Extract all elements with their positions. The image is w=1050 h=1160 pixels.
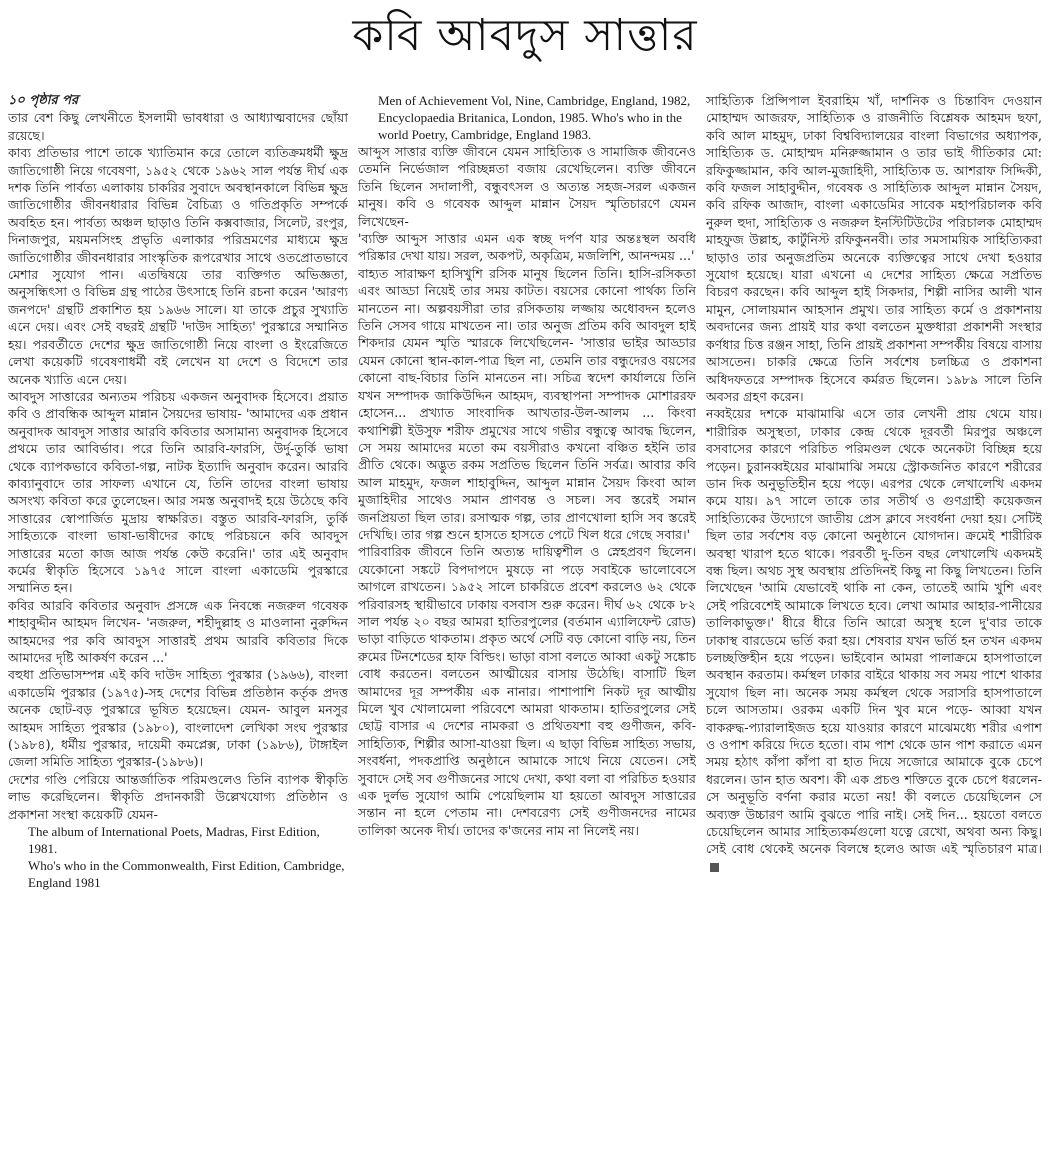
paragraph: বহুধা প্রতিভাসম্পন্ন এই কবি দাউদ সাহিত্য পুরস্কার (১৯৬৬), বাংলা একাডেমি পুরস্কার (১৯৭৫)-সহ দেশের বিভিন্ন প্রতিষ্ঠান কর্তৃক প্রদত্ত অনেক ছোট-বড় পুরস্কারে ভূষিত হয়েছেন। যেমন- আবুল মনসুর আহমদ সাহিত্য পুরস্কার (১৯৮০), বাংলাদেশ লেখিকা সংঘ পুরস্কার (১৯৮৪), ধর্মীয় পুরস্কার, দায়েমী কমপ্লেক্স, ঢাকা (১৯৮৬), টাঙ্গাইল জেলা সমিতি সাহিত্য পুরস্কার-(১৯৮৬)। — [8, 667, 348, 770]
paragraph: দেশের গণ্ডি পেরিয়ে আন্তর্জাতিক পরিমণ্ডলেও তিনি ব্যাপক স্বীকৃতি লাভ করেছিলেন। স্বীকৃতি প্রদানকারী উল্লেখযোগ্য প্রতিষ্ঠান ও প্রকাশনা সংস্থা কয়েকটি যেমন- — [8, 771, 348, 822]
paragraph — [706, 405, 1042, 875]
reference-item: Men of Achievement Vol, Nine, Cambridge, England, 1982, — [378, 93, 691, 108]
article-column-1 — [8, 92, 348, 1152]
paragraph: তার বেশ কিছু লেখনীতে ইসলামী ভাবধারা ও আধ্যাত্মবাদের ছোঁয়া রয়েছে। — [8, 110, 348, 143]
reference-item: The album of International Poets, Madras, First Edition, 1981. — [28, 824, 320, 857]
reference-item: Who's who in the Commonwealth, First Edition, Cambridge, England 1981 — [28, 858, 345, 891]
paragraph: বাহ্যত সারাক্ষণ হাসিখুশি রসিক মানুষ ছিলেন তিনি। হাসি-রসিকতা এবং আড্ডা নিয়েই তার সময় কাটত। বয়সের কোনো পার্থক্য তিনি মানতেন না। অল্পবয়সীরা তার রসিকতায় লজ্জায় অধোবদন হলেও তিনি সেসব গায়ে মাখতেন না। তার অনুজ প্রতিম কবি আবদুল হাই শিকদার যেমন স্মৃতি স্মারকে লিখেছিলেন- 'সাত্তার ভাইর আড্ডার যেমন কোনো স্থান-কাল-পাত্র ছিল না, তেমনি তার বন্ধুদেরও বয়সের কোনো বাছ-বিচার তিনি মানতেন না। সচিত্র স্বদেশ কার্যালয়ে তিনি যখন সম্পাদক জাকিউদ্দিন আহমদ, ব্যবস্থাপনা সম্পাদক মোশাররফ হোসেন... প্রখ্যাত সাংবাদিক আখতার-উল-আলম ... কিংবা কথাশিল্পী ইউসুফ শরীফ প্রমুখের সাথে গভীর বন্ধুত্বে আবদ্ধ ছিলেন, সে সময় আমাদের মতো কম বয়সীরাও কখনো বঞ্চিত হইনি তার প্রীতি থেকে। অদ্ভুত রকম সপ্রতিভ ছিলেন তিনি সর্বত্র। আবার কবি আল মাহমুদ, ফজল শাহাবুদ্দিন, আব্দুল মান্নান সৈয়দ কিংবা আল মুজাহিদীর সাথেও সমান প্রাণবন্ত ও সচল। সব স্তরেই সমান জনপ্রিয়তা ছিল তার। রসাত্মক গল্প, তার প্রাণখোলা হাসি সব স্তরেই দেখিছি। তার গল্প শুনে হাসতে হাসতে পেটে খিল ধরে গেছে সবার।' — [358, 265, 696, 542]
paragraph: কবির আরবি কবিতার অনুবাদ প্রসঙ্গে এক নিবন্ধে নজরুল গবেষক শাহাবুদ্দীন আহমদ লিখেন- 'নজরুল, শহীদুল্লাহ ও মাওলানা নুরুদ্দিন আহমদের পর কবি আবদুস সাত্তারই প্রথম আরবি কবিতার দিকে আমাদের দৃষ্টি আকর্ষণ করেন ...' — [8, 597, 348, 665]
quote-paragraph: 'ব্যক্তি আব্দুস সাত্তার এমন এক স্বচ্ছ দর্পণ যার অন্তঃস্থল অবধি পরিষ্কার দেখা যায়। সরল, অকপট, অকৃত্রিম, মজলিশি, আনন্দময় ...' — [358, 231, 696, 264]
end-of-article-icon — [710, 863, 719, 872]
article-headline: কবি আবদুস সাত্তার — [352, 10, 698, 61]
article-column-2 — [358, 92, 696, 1152]
continued-from-label: ১০ পৃষ্ঠার পর — [8, 93, 79, 108]
paragraph: সাহিত্যিক প্রিন্সিপাল ইবরাহিম খাঁ, দার্শনিক ও চিন্তাবিদ দেওয়ান মোহাম্মদ আজরফ, সাহিত্যিক ও রাজনীতি বিশ্লেষক আহমদ ছফা, কবি আল মাহমুদ, ঢাকা বিশ্ববিদ্যালয়ের বাংলা বিভাগের অধ্যাপক, সাহিত্যিক ড. মোহাম্মদ মনিরুজ্জামান ও তার ভাই গীতিকার মো: রফিকুজ্জামান, কবি আল-মুজাহিদী, সাহিত্যিক ড. আশরাফ সিদ্দিকী, কবি ফজল সাহাবুদ্দীন, গবেষক ও সাহিত্যিক আব্দুল মান্নান সৈয়দ, কবি রফিক আজাদ, বাংলা একাডেমির সাবেক মহাপরিচালক কবি নুরুল হুদা, সাহিত্যিক ও নজরুল ইনস্টিটিউটের পরিচালক মোহাম্মদ মাহফুজ উল্লাহ, কার্টুনিস্ট রফিকুননবী। তার সমসাময়িক সাহিত্যিকরা ছাড়াও তার অনুজপ্রতিম অনেকে ব্যক্তিত্বের সাথে দেখা হওয়ার সুযোগ হয়েছে। যারা এখনো এ দেশের সাহিত্য ক্ষেত্রে সপ্রতিভ বিচরণ করছেন। কবি আব্দুল হাই সিকদার, শিল্পী নাসির আলী খান মামুন, সোলায়মান আহসান প্রমুখ। তার সাহিত্য কর্মে ও প্রকাশনায় অবদানের জন্য প্রায়ই যার কথা বলতেন মুক্তধারা প্রকাশনী সংস্থার কর্ণধার চিত্ত রঞ্জন সাহা, তিনি প্রায়ই প্রকাশনা সম্পর্কীয় বিষয়ে বাসায় আসতেন। চাকরি ক্ষেত্রে তিনি সর্বশেষ চলচ্চিত্র ও প্রকাশনা অধিদফতরে সম্পাদক হিসেবে কর্মরত ছিলেন। ১৯৮৯ সালে তিনি অবসর গ্রহণ করেন। — [706, 93, 1042, 404]
paragraph: কাব্য প্রতিভার পাশে তাকে খ্যাতিমান করে তোলে ব্যতিক্রমধর্মী ক্ষুদ্র জাতিগোষ্ঠী নিয়ে গবেষণা, ১৯৫২ থেকে ১৯৬২ সাল পর্যন্ত দীর্ঘ এক দশক তিনি পার্বত্য এলাকায় চাকরির সুবাদে অবস্থানকালে বিভিন্ন ক্ষুদ্র জাতিগোষ্ঠীর জীবনধারার বিভিন্ন বৈচিত্র্য ও গতিপ্রকৃতি সম্পর্কে অবহিত হন। পার্বত্য অঞ্চল ছাড়াও তিনি কক্সবাজার, সিলেট, রংপুর, দিনাজপুর, ময়মনসিংহ প্রভৃতি এলাকার পরিভ্রমণের মাধ্যমে ক্ষুদ্র জাতিগোষ্ঠীর জীবনধারার সাংস্কৃতিক রূপরেখার সাথে ওতপ্রোতভাবে মেশার সুযোগ পান। এতদ্বিষয়ে তার ব্যক্তিগত অভিজ্ঞতা, অনুসন্ধিৎসা ও বিভিন্ন গ্রন্থ পাঠের উৎসাহে তিনি রচনা করেন 'আরণ্য জনপদে' গ্রন্থটি প্রকাশিত হয় ১৯৬৬ সালে। যা তাকে প্রচুর সুখ্যাতি এনে দেয়। এবং সেই বছরই গ্রন্থটি 'দাউদ সাহিত্য' পুরস্কারে সম্মানিত হয়। পরবর্তীতে দেশের ক্ষুদ্র জাতিগোষ্ঠী নিয়ে বাংলা ও ইংরেজিতে লেখা কয়েকটি গবেষণাধর্মী বই লেখেন যা দেশে ও বিদেশে তার অনেক খ্যাতি এনে দেয়। — [8, 145, 348, 387]
paragraph-text: নব্বইয়ের দশকে মাঝামাঝি এসে তার লেখনী প্রায় থেমে যায়। শারীরিক অসুস্থতা, ঢাকার কেন্দ্র থেকে দূরবর্তী মিরপুর অঞ্চলে বসবাসের কারণে পরিচিত পরিমণ্ডল থেকে অনেকটা বিচ্ছিন্ন হয়ে পড়েন। চুরানব্বইয়ের মাঝামাঝি সময়ে স্ট্রোকজনিত কারণে শরীরের ডান দিক অনুভূতিহীন হয়ে পড়ে। এরপর থেকে লেখালেখি একদম কমে যায়। ৯৭ সালে তাকে তার সতীর্থ ও গুণগ্রাহী কয়েকজন সাহিত্যিকের উদ্যোগে জাতীয় প্রেস ক্লাবে সংবর্ধনা দেয়া হয়। সেটিই ছিল তার সর্বশেষ বড় কোনো অনুষ্ঠানে যোগদান। ক্রমেই শারীরিক অবস্থা খারাপ হতে থাকে। পরবর্তী দু-তিন বছর লেখালেখি একদমই বন্ধ ছিল। অথচ সুস্থ অবস্থায় প্রতিদিনই কিছু না কিছু লিখতেন। তিনি লিখেছেন 'আমি যেভাবেই থাকি না কেন, তাতেই আমি খুশি এবং সেই পরিবেশেই আমাকে লিখতে হবে। লেখা আমার আহার-পানীয়ের তালিকাভুক্ত।' ধীরে ধীরে তিনি আরো অসুস্থ হলে দু'বার তাকে ঢাকাস্থ বারডেমে ভর্তি করা হয়। শেষবার যখন ভর্তি হন তখন একদম চলচ্ছক্তিহীন হয়ে পড়েন। ভাইবোন আমরা পালাক্রমে হাসপাতালে অবস্থান করতাম। কর্মস্থল ঢাকার বাইরে থাকায় সব সময় পাশে থাকার সুযোগ ছিল না। অনেক সময় কর্মস্থল থেকে সরাসরি হাসপাতালে চলে আসতাম। ওরকম একটি দিন খুব মনে পড়ে- আব্বা যখন বাকরুদ্ধ-প্যারালাইজড হয়ে যাওয়ার কারণে মাঝেমধ্যে শরীর এপাশ ও ওপাশ করিয়ে দিতে হতো। বাম পাশ থেকে ডান পাশ করাতে এমন সময় হঠাৎ কাঁপা কাঁপা বা হাত দিয়ে সজোরে আমাকে বুকে চেপে ধরলেন। ডান হাত অবশ। কী এক প্রচণ্ড শক্তিতে বুকে চেপে ধরলেন- সে অনুভূতি বর্ণনা করার মতো নয়! কী বলতে চেয়েছিলেন সে অব্যক্ত উচ্চারণ আমি বুঝতে পারি নাই। সেই দিন... হয়তো বলতে চেয়েছিলেন আমার সাহিত্যকর্মগুলো যত্নে রেখো, অথবা অন্য কিছু। সেই বোধ থেকেই অনেক বিলম্বে হলেও আজ এই স্মৃতিচারণ মাত্র। — [706, 406, 1042, 857]
paragraph: আব্দুস সাত্তার ব্যক্তি জীবনে যেমন সাহিত্যিক ও সামাজিক জীবনেও তেমনি নির্ভেজাল পরিচ্ছন্নতা বজায় রেখেছিলেন। ব্যক্তি জীবনে তিনি ছিলেন সদালাপী, বন্ধুবৎসল ও অত্যন্ত সহজ-সরল একজন মানুষ। কবি ও গবেষক আব্দুল মান্নান সৈয়দ স্মৃতিচারণে যেমন লিখেছেন- — [358, 144, 696, 229]
reference-item: Encyclopaedia Britanica, London, 1985. Who's who in the world Poetry, Cambridge, England 1983. — [378, 110, 682, 142]
paragraph: আবদুস সাত্তারের অন্যতম পরিচয় একজন অনুবাদক হিসেবে। প্রয়াত কবি ও প্রাবন্ধিক আব্দুল মান্নান সৈয়দের ভাষায়- 'আমাদের এক প্রধান অনুবাদক আবদুস সাত্তার আরবি কবিতার অসামান্য অনুবাদক হিসেবে প্রথমে তার আবির্ভাব। পরে তিনি আরবি-ফারসি, উর্দু-তুর্কি ভাষা থেকে ব্যাপকভাবে কবিতা-গল্প, নাটক ইত্যাদি অনুবাদ করেন। আরবি কাব্যানুবাদে তার সাফল্য এখানে যে, তিনি তাদের বাংলা ভাষায় অসংখ্য কবিতা করে তুলেছেন। আর সমস্ত অনুবাদই হয়ে উঠেছে কবি সাত্তারের স্বোপার্জিত মুদ্রায় স্বাক্ষরিত। বস্তুত আরবি-ফারসি, তুর্কি সাহিত্যকে বাংলা ভাষা-ভাষীদের কাছে পরিচয়নে কবি আবদুস সাত্তারের মতো কাজ আজ পর্যন্ত কেউ করেনি।' তার এই অনুবাদ কর্মের স্বীকৃতি হিসেবে ১৯৭৫ সালে বাংলা একাডেমি পুরস্কারে সম্মানিত হন। — [8, 388, 348, 596]
article-column-3 — [706, 92, 1042, 1152]
paragraph: পারিবারিক জীবনে তিনি অত্যন্ত দায়িত্বশীল ও স্নেহপ্রবণ ছিলেন। যেকোনো সঙ্কটে বিপদাপদে মুষড়ে না পড়ে সবাইকে ভালোবেসে আগলে রাখতেন। ১৯৫২ সালে চাকরিতে প্রবেশ করলেও ৬২ থেকে পরিবারসহ স্থায়ীভাবে ঢাকায় বসবাস শুরু করেন। দীর্ঘ ৬২ থেকে ৮২ সাল পর্যন্ত ২০ বছর আমরা হাতিরপুলের (বর্তমান এ্যালিফেন্ট রোড) ভাড়া বাড়িতে থাকতাম। প্রকৃত অর্থে সেটি বড় কোনো বাড়ি নয়, তিন রুমের টিনশেডের হাফ বিল্ডিং। ভাড়া বাসা বলতে আব্বা একটু সঙ্কোচ বোধ করতেন। বলতেন আত্মীয়ের বাসায় উঠেছি। বাসাটি ছিল আমাদের দূর সম্পর্কীয় এক নানার। পাশাপাশি নিকট দূর আত্মীয় মিলে খুব খোলামেলা পরিবেশে আমরা থাকতাম। হাতিরপুলের সেই ছোট্ট বাসার এ দেশের নামকরা ও প্রথিতযশা বহু গুণীজন, কবি-সাহিত্যিক, শিল্পীর আসা-যাওয়া ছিল। এ ছাড়া বিভিন্ন সাহিত্য সভায়, সংবর্ধনা, পদকপ্রাপ্তি অনুষ্ঠানে আমাকে সাথে নিয়ে যেতেন। সেই সুবাদে সেই সব গুণীজনের সাথে দেখা, কথা বলা বা পরিচিত হওয়ার এক দুর্লভ সুযোগ আমি পেয়েছিলাম যা হয়তো আবদুস সাত্তারের সন্তান না হলে পেতাম না। দেশবরেণ্য সেই গুণীজনদের নামের তালিকা অনেক দীর্ঘ। তাদের ক'জনের নাম না নিলেই নয়। — [358, 544, 696, 838]
